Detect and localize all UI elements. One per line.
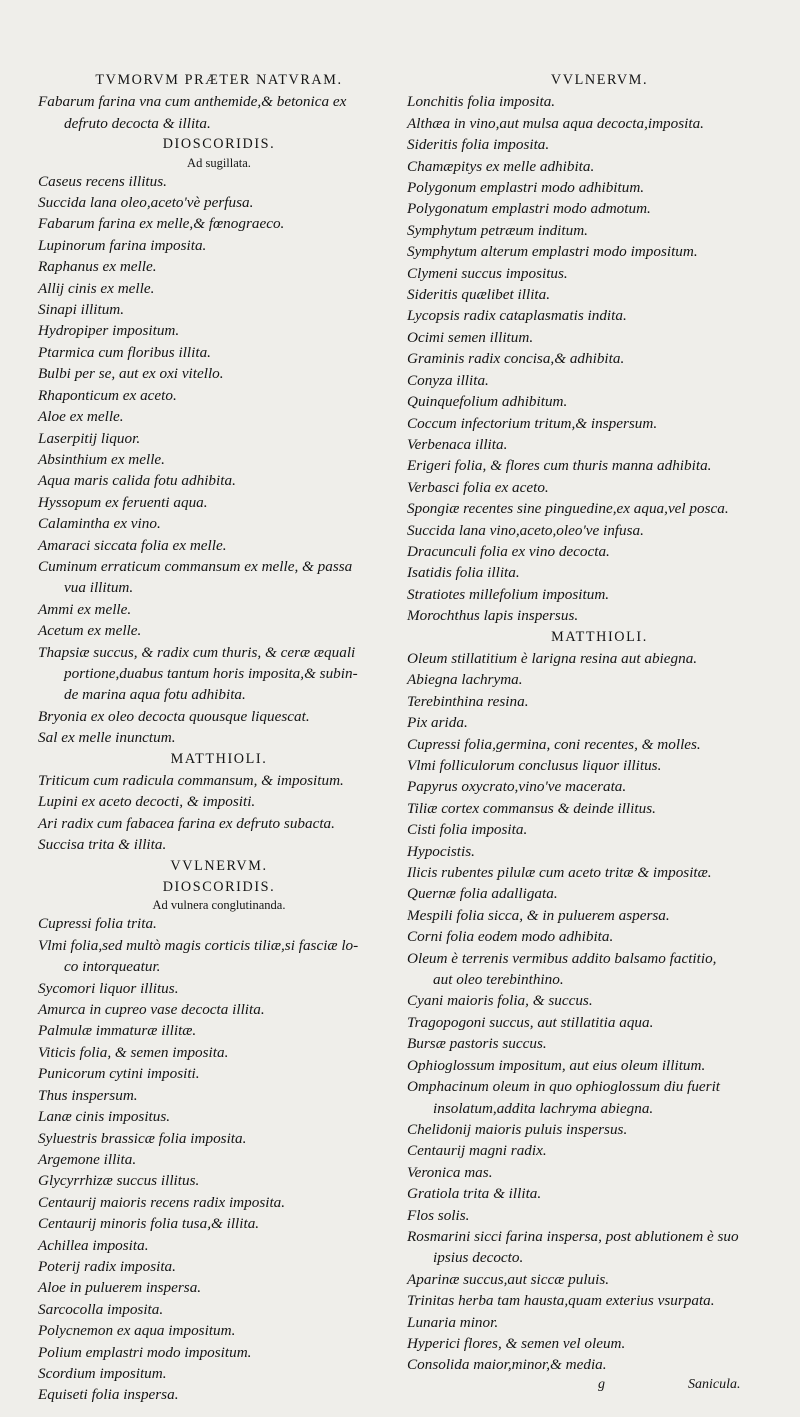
remedy-line: Centaurij maioris recens radix imposita. [38, 1193, 286, 1211]
remedy-line: Hypocistis. [407, 842, 475, 860]
remedy-line: Fabarum farina vna cum anthemide,& betonica ex [38, 93, 347, 111]
remedy-line: Abiegna lachryma. [407, 671, 523, 689]
remedy-line: Triticum cum radicula commansum, & impositum. [38, 772, 344, 789]
remedy-line: Ari radix cum fabacea farina ex defruto subacta. [38, 814, 335, 832]
remedy-line: Graminis radix concisa,& adhibita. [407, 350, 625, 368]
remedy-line: Clymeni succus impositus. [407, 264, 568, 282]
remedy-line: Erigeri folia, & flores cum thuris manna adhibita. [407, 457, 712, 475]
remedy-line: Althæa in vino,aut mulsa aqua decocta,imposita. [407, 114, 704, 132]
remedy-line: Spongiæ recentes sine pinguedine,ex aqua,vel posca. [407, 500, 729, 518]
remedy-line: Cyani maioris folia, & succus. [407, 992, 593, 1010]
remedy-line: Rhaponticum ex aceto. [38, 386, 177, 404]
remedy-line-continuation: de marina aqua fotu adhibita. [64, 686, 246, 704]
remedy-line: Punicorum cytini impositi. [38, 1065, 200, 1083]
remedy-line: Polygonatum emplastri modo admotum. [407, 200, 651, 218]
remedy-line: Tragopogoni succus, aut stillatitia aqua. [407, 1013, 654, 1031]
remedy-line: Fabarum farina ex melle,& fœnograeco. [38, 215, 285, 233]
remedy-line: Raphanus ex melle. [38, 258, 157, 276]
remedy-line: Dracunculi folia ex vino decocta. [407, 542, 610, 560]
remedy-line: Bulbi per se, aut ex oxi vitello. [38, 365, 224, 383]
remedy-line-continuation: co intorqueatur. [64, 958, 161, 976]
remedy-line-continuation: defruto decocta & illita. [64, 114, 211, 132]
remedy-line: Hyssopum ex feruenti aqua. [38, 493, 208, 511]
remedy-line: Veronica mas. [407, 1163, 493, 1181]
remedy-line: Oleum stillatitium è larigna resina aut abiegna. [407, 649, 698, 667]
remedy-line: Vlmi folia,sed multò magis corticis tiliæ,si fasciæ lo- [38, 936, 359, 954]
remedy-line: Succida lana oleo,aceto'vè perfusa. [38, 194, 254, 212]
remedy-line: Chelidonij maioris puluis inspersus. [407, 1120, 628, 1138]
remedy-line: Cisti folia imposita. [407, 821, 528, 839]
remedy-line: Ophioglossum impositum, aut eius oleum illitum. [407, 1056, 706, 1074]
remedy-line: Omphacinum oleum in quo ophioglossum diu fuerit [407, 1078, 721, 1096]
right-column [407, 70, 792, 1376]
remedy-line: Sideritis folia imposita. [407, 136, 550, 154]
remedy-line: Chamæpitys ex melle adhibita. [407, 157, 595, 175]
remedy-line: Terebinthina resina. [407, 692, 529, 710]
remedy-line: Conyza illita. [407, 371, 489, 389]
remedy-line: Succida lana vino,aceto,oleo've infusa. [407, 521, 644, 539]
remedy-line: Acetum ex melle. [38, 622, 142, 640]
remedy-line: Ammi ex melle. [38, 600, 132, 618]
remedy-line: Lupinorum farina imposita. [38, 236, 207, 254]
section-heading: VVLNERVM. [170, 857, 268, 874]
remedy-line: Achillea imposita. [38, 1236, 149, 1254]
remedy-line: Allij cinis ex melle. [38, 279, 155, 297]
remedy-line-continuation: portione,duabus tantum horis imposita,& subin- [64, 664, 358, 682]
remedy-line: Verbasci folia ex aceto. [407, 478, 549, 496]
remedy-line: Caseus recens illitus. [38, 172, 167, 190]
remedy-line: Succisa trita & illita. [38, 836, 167, 854]
remedy-line: Aparinæ succus,aut siccæ puluis. [407, 1270, 610, 1288]
remedy-line: Corni folia eodem modo adhibita. [407, 928, 614, 946]
remedy-line: Verbenaca illita. [407, 435, 508, 453]
remedy-line: Absinthium ex melle. [38, 450, 165, 468]
remedy-line: Lycopsis radix cataplasmatis indita. [407, 307, 627, 325]
remedy-line-continuation: vua illitum. [64, 579, 134, 597]
remedy-line: Bursæ pastoris succus. [407, 1035, 547, 1053]
remedy-line: Pix arida. [407, 714, 468, 732]
remedy-line: Palmulæ immaturæ illitæ. [38, 1022, 197, 1040]
section-subheading: Ad sugillata. [187, 155, 251, 170]
remedy-line: Sal ex melle inunctum. [38, 729, 176, 747]
remedy-line: Syluestris brassicæ folia imposita. [38, 1129, 247, 1147]
remedy-line: Ocimi semen illitum. [407, 328, 534, 346]
section-subheading: Ad vulnera conglutinanda. [152, 898, 286, 913]
remedy-line: Viticis folia, & semen imposita. [38, 1043, 229, 1061]
remedy-line: Poterij radix imposita. [38, 1257, 176, 1275]
remedy-line: Thus inspersum. [38, 1086, 138, 1104]
remedy-line: Morochthus lapis inspersus. [407, 607, 579, 625]
remedy-line: Aloe in puluerem inspersa. [38, 1279, 202, 1297]
section-heading: TVMORVM PRÆTER NATVRAM. [95, 72, 343, 88]
remedy-line: Sideritis quælibet illita. [407, 286, 551, 304]
remedy-line: Stratiotes millefolium impositum. [407, 585, 610, 603]
remedy-line: Hyperici flores, & semen vel oleum. [407, 1334, 626, 1352]
remedy-line: Hydropiper impositum. [38, 322, 180, 340]
remedy-line: Polygonum emplastri modo adhibitum. [407, 179, 645, 197]
remedy-line: Vlmi folliculorum conclusus liquor illitus. [407, 757, 662, 774]
section-heading: DIOSCORIDIS. [162, 136, 276, 153]
remedy-line: Symphytum petræum inditum. [407, 221, 588, 239]
remedy-line: Calamintha ex vino. [38, 515, 161, 533]
remedy-line: Mespili folia sicca, & in puluerem aspersa. [407, 906, 670, 924]
remedy-line: Tiliæ cortex commansus & deinde illitus. [407, 799, 656, 817]
remedy-line: Amurca in cupreo vase decocta illita. [38, 1001, 265, 1019]
remedy-line: Ptarmica cum floribus illita. [38, 343, 211, 361]
section-heading: MATTHIOLI. [551, 628, 648, 645]
remedy-line-continuation: ipsius decocto. [433, 1249, 524, 1267]
remedy-line: Quernæ folia adalligata. [407, 885, 558, 903]
remedy-line: Isatidis folia illita. [407, 564, 520, 582]
section-heading: DIOSCORIDIS. [162, 879, 276, 896]
remedy-line: Ilicis rubentes pilulæ cum aceto tritæ & impositæ. [407, 864, 712, 882]
remedy-line: Lonchitis folia imposita. [407, 93, 556, 111]
remedy-line: Oleum è terrenis vermibus addito balsamo factitio, [407, 949, 717, 967]
remedy-line: Papyrus oxycrato,vino've macerata. [407, 778, 627, 796]
remedy-line: Scordium impositum. [38, 1364, 167, 1382]
remedy-line: Symphytum alterum emplastri modo impositum. [407, 243, 698, 261]
remedy-line: Centaurij minoris folia tusa,& illita. [38, 1215, 260, 1233]
remedy-line: Flos solis. [407, 1206, 470, 1224]
remedy-line-continuation: aut oleo terebinthino. [433, 971, 564, 989]
remedy-line: Cupressi folia trita. [38, 915, 157, 933]
remedy-line: Polycnemon ex aqua impositum. [38, 1322, 236, 1340]
remedy-line: Amaraci siccata folia ex melle. [38, 536, 227, 554]
remedy-line: Trinitas herba tam hausta,quam exterius vsurpata. [407, 1292, 715, 1310]
remedy-line: Quinquefolium adhibitum. [407, 393, 568, 411]
remedy-line: Lupini ex aceto decocti, & impositi. [38, 793, 256, 811]
remedy-line: Gratiola trita & illita. [407, 1185, 542, 1203]
section-heading: MATTHIOLI. [170, 750, 268, 767]
remedy-line: Sinapi illitum. [38, 301, 125, 319]
remedy-line: Equiseti folia inspersa. [38, 1386, 179, 1404]
remedy-line: Sycomori liquor illitus. [38, 979, 179, 997]
catchword: Sanicula. [688, 1377, 741, 1392]
remedy-line: Lanæ cinis impositus. [38, 1108, 171, 1126]
remedy-line: Bryonia ex oleo decocta quousque liquescat. [38, 707, 310, 725]
remedy-line: Thapsiæ succus, & radix cum thuris, & ceræ æquali [38, 643, 356, 661]
remedy-line: Aqua maris calida fotu adhibita. [38, 472, 236, 490]
remedy-line-continuation: insolatum,addita lachryma abiegna. [433, 1099, 654, 1117]
remedy-line: Coccum infectorium tritum,& inspersum. [407, 414, 658, 432]
remedy-line: Rosmarini sicci farina inspersa, post ablutionem è suo [407, 1227, 739, 1245]
remedy-line: Aloe ex melle. [38, 408, 124, 426]
remedy-line: Cuminum erraticum commansum ex melle, & passa [38, 557, 353, 575]
left-column [38, 70, 400, 1406]
section-heading: VVLNERVM. [550, 72, 649, 88]
remedy-line: Cupressi folia,germina, coni recentes, & molles. [407, 735, 701, 753]
remedy-line: Argemone illita. [38, 1150, 137, 1168]
remedy-line: Lunaria minor. [407, 1313, 499, 1331]
remedy-line: Polium emplastri modo impositum. [38, 1343, 252, 1361]
remedy-line: Sarcocolla imposita. [38, 1300, 164, 1318]
signature-mark: g [598, 1377, 605, 1392]
remedy-line: Glycyrrhizæ succus illitus. [38, 1172, 200, 1190]
remedy-line: Centaurij magni radix. [407, 1142, 547, 1160]
remedy-line: Consolida maior,minor,& media. [407, 1356, 607, 1374]
remedy-line: Laserpitij liquor. [38, 429, 141, 447]
